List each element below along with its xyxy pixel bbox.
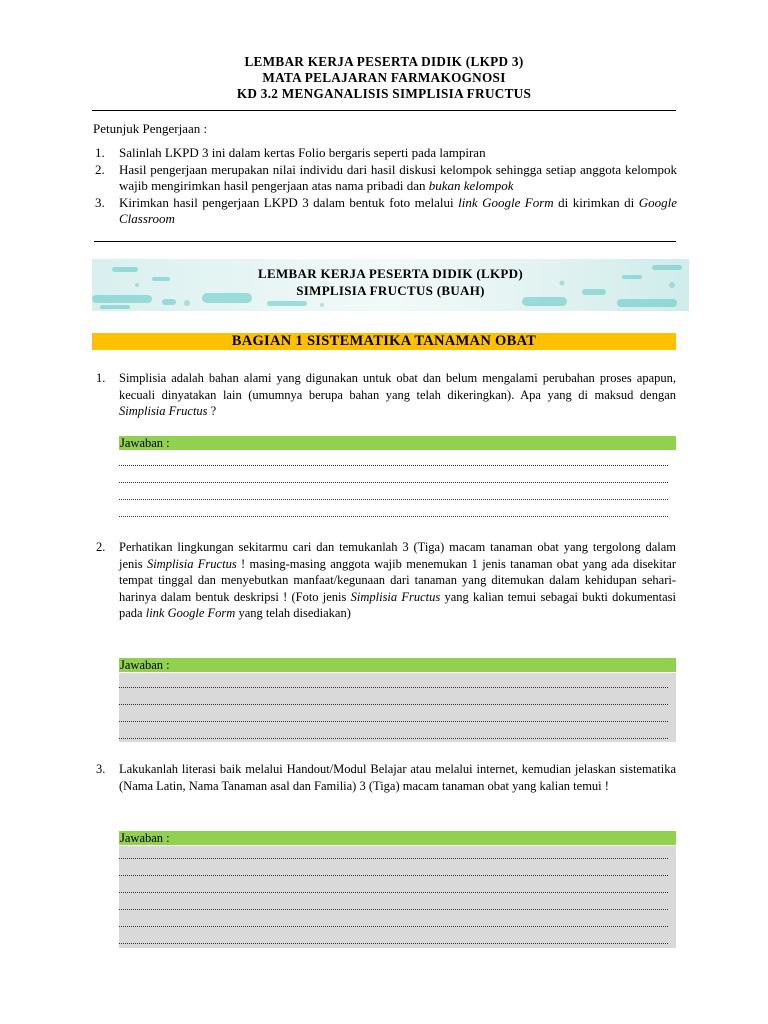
question-2 xyxy=(96,539,676,622)
question-text-italic: Simplisia Fructus xyxy=(350,589,441,604)
question-text-italic: Simplisia Fructus xyxy=(119,404,208,419)
answer-area-1[interactable] xyxy=(119,450,676,520)
question-text-part: Simplisia adalah bahan alami yang digunakan untuk obat dan belum mengalami perubahan proses apapun, kecuali dinyatakan lain (umumnya berupa bahan yang telah dikeringkan). Apa yang di maksud dengan xyxy=(119,371,676,402)
answer-line xyxy=(119,482,668,483)
answer-line xyxy=(119,721,668,722)
answer-label-bar: Jawaban : xyxy=(119,831,676,845)
instruction-text: Kirimkan hasil pengerjaan LKPD 3 dalam bentuk foto melalui xyxy=(119,194,459,210)
answer-line xyxy=(119,858,668,859)
answer-line xyxy=(119,892,668,893)
instruction-number: 2. xyxy=(95,161,105,177)
instruction-item xyxy=(93,162,677,195)
answer-label-bar: Jawaban : xyxy=(119,658,676,672)
question-text-part: yang telah disediakan) xyxy=(235,606,351,621)
section-title-bar: BAGIAN 1 SISTEMATIKA TANAMAN OBAT xyxy=(92,333,676,350)
question-text-italic: Simplisia Fructus xyxy=(146,556,237,571)
answer-line xyxy=(119,704,668,705)
answer-line xyxy=(119,943,668,944)
question-text-part: yang kalian temui sebagai bukti dokumentasi pada xyxy=(119,589,676,621)
instructions-list xyxy=(93,145,677,228)
question-text: Lakukanlah literasi baik melalui Handout/Modul Belajar atau melalui internet, kemudian jelaskan sistematika (Nama Latin, Nama Tanaman asal dan Familia) 3 (Tiga) macam tanaman obat yang kalian temui ! xyxy=(119,762,676,793)
answer-line xyxy=(119,875,668,876)
answer-line xyxy=(119,516,668,517)
answer-label-bar: Jawaban : xyxy=(119,436,676,450)
question-text-part: ! masing-masing anggota wajib menemukan 1 jenis tanaman obat yang ada disekitar tempat tinggal dan menyebutkan manfaat/kegunaan dari tanaman yang ditemukan dalam kehidupan sehari-harinya dalam bentuk deskripsi ! (Foto jenis xyxy=(119,556,676,604)
answer-line xyxy=(119,926,668,927)
instructions-block xyxy=(93,121,677,228)
header-line-2: MATA PELAJARAN FARMAKOGNOSI xyxy=(262,70,506,85)
answer-line xyxy=(119,499,668,500)
instruction-classroom-text: Google Classroom xyxy=(119,194,678,227)
question-text-part: Perhatikan lingkungan sekitarmu cari dan temukanlah 3 (Tiga) macam tanaman obat yang tergolong dalam jenis xyxy=(119,540,676,571)
question-1 xyxy=(96,370,676,420)
answer-line xyxy=(119,687,668,688)
banner-title xyxy=(92,265,689,299)
instruction-link-text: link Google Form xyxy=(458,194,554,210)
answer-area-3[interactable] xyxy=(119,846,676,948)
question-text-italic: link Google Form xyxy=(145,606,236,621)
instruction-item xyxy=(93,145,677,162)
header-divider xyxy=(92,110,676,111)
question-3 xyxy=(96,761,676,794)
document-header xyxy=(0,54,768,102)
question-text xyxy=(119,539,676,622)
instruction-text: di kirimkan di xyxy=(553,194,639,210)
question-text-part: ? xyxy=(207,404,217,419)
worksheet-banner xyxy=(92,259,689,311)
banner-title-line-1: LEMBAR KERJA PESERTA DIDIK (LKPD) xyxy=(258,266,523,281)
instruction-item xyxy=(93,195,677,228)
instruction-text-italic: bukan kelompok xyxy=(428,178,514,194)
instructions-title: Petunjuk Pengerjaan : xyxy=(93,121,208,136)
question-number: 3. xyxy=(96,762,106,776)
answer-line xyxy=(119,465,668,466)
question-text xyxy=(119,370,676,420)
instruction-text: Hasil pengerjaan merupakan nilai individu dari hasil diskusi kelompok sehingga setiap anggota kelompok wajib mengirimkan hasil pengerjaan atas nama pribadi dan xyxy=(119,161,677,194)
question-number: 2. xyxy=(96,540,106,554)
banner-title-line-2: SIMPLISIA FRUCTUS (BUAH) xyxy=(296,283,485,298)
instructions-divider xyxy=(94,241,676,242)
instruction-number: 3. xyxy=(95,194,105,210)
instruction-text: Salinlah LKPD 3 ini dalam kertas Folio bergaris seperti pada lampiran xyxy=(119,145,486,160)
header-line-1: LEMBAR KERJA PESERTA DIDIK (LKPD 3) xyxy=(244,54,524,69)
answer-line xyxy=(119,738,668,739)
header-line-3: KD 3.2 MENGANALISIS SIMPLISIA FRUCTUS xyxy=(236,86,532,101)
answer-line xyxy=(119,909,668,910)
question-number: 1. xyxy=(96,371,106,385)
instruction-number: 1. xyxy=(95,145,105,160)
answer-area-2[interactable] xyxy=(119,673,676,742)
